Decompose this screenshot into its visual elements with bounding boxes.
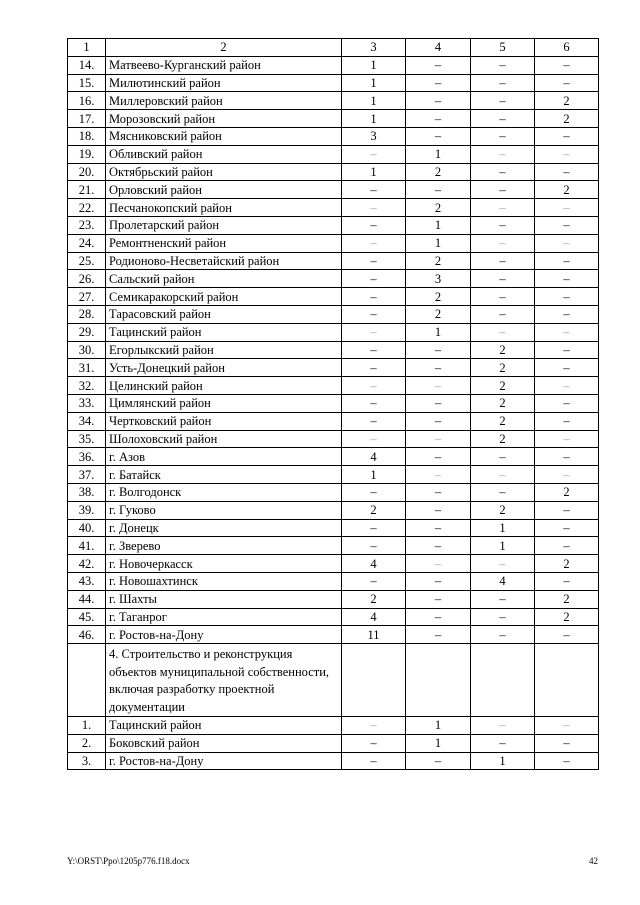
- row-value-c5: –: [471, 734, 535, 752]
- row-value-c4: –: [406, 626, 471, 644]
- header-cell-3: 3: [342, 39, 406, 57]
- row-name: Милютинский район: [106, 74, 342, 92]
- row-value-c6: –: [535, 323, 599, 341]
- row-value-c3: –: [342, 341, 406, 359]
- row-value-c5: –: [471, 323, 535, 341]
- table-row: [68, 216, 599, 234]
- row-value-c6: –: [535, 412, 599, 430]
- row-name: Октябрьский район: [106, 163, 342, 181]
- row-value-c6: –: [535, 216, 599, 234]
- row-value-c4: –: [406, 181, 471, 199]
- row-value-c4: –: [406, 412, 471, 430]
- row-name: Песчанокопский район: [106, 199, 342, 217]
- row-value-c3: 3: [342, 127, 406, 145]
- row-value-c3: –: [342, 377, 406, 395]
- row-value-c6: –: [535, 734, 599, 752]
- row-value-c3: 4: [342, 555, 406, 573]
- table-row: [68, 145, 599, 163]
- table-row: [68, 252, 599, 270]
- page-number: 42: [589, 856, 598, 866]
- header-cell-2: 2: [106, 39, 342, 57]
- row-value-c5: 2: [471, 501, 535, 519]
- row-value-c4: –: [406, 377, 471, 395]
- row-value-c4: –: [406, 110, 471, 128]
- row-value-c3: –: [342, 430, 406, 448]
- table-row: [68, 501, 599, 519]
- row-value-c3: 4: [342, 448, 406, 466]
- row-name: г. Ростов-на-Дону: [106, 752, 342, 770]
- footer-file-path: Y:\ORST\Ppo\1205p776.f18.docx: [67, 856, 190, 866]
- row-value-c6: –: [535, 626, 599, 644]
- header-cell-5: 5: [471, 39, 535, 57]
- row-value-c5: 2: [471, 377, 535, 395]
- row-number: 42.: [68, 555, 106, 573]
- row-value-c4: 2: [406, 252, 471, 270]
- row-value-c5: 2: [471, 430, 535, 448]
- table-row: [68, 590, 599, 608]
- row-value-c3: –: [342, 181, 406, 199]
- row-value-c5: –: [471, 234, 535, 252]
- row-number: 31.: [68, 359, 106, 377]
- row-value-c5: –: [471, 74, 535, 92]
- row-name: Орловский район: [106, 181, 342, 199]
- row-number: 18.: [68, 127, 106, 145]
- row-number: 36.: [68, 448, 106, 466]
- row-value-c4: –: [406, 359, 471, 377]
- row-value-c6: 2: [535, 181, 599, 199]
- row-value-c3: 2: [342, 590, 406, 608]
- row-name: г. Новочеркасск: [106, 555, 342, 573]
- row-value-c6: –: [535, 359, 599, 377]
- row-value-c5: –: [471, 288, 535, 306]
- row-value-c6: –: [535, 270, 599, 288]
- row-name: Семикаракорский район: [106, 288, 342, 306]
- empty-cell: [471, 644, 535, 717]
- row-value-c3: –: [342, 234, 406, 252]
- row-value-c4: –: [406, 127, 471, 145]
- empty-cell: [406, 644, 471, 717]
- row-number: 20.: [68, 163, 106, 181]
- row-value-c3: –: [342, 717, 406, 735]
- row-value-c6: –: [535, 752, 599, 770]
- row-value-c3: –: [342, 305, 406, 323]
- row-value-c4: –: [406, 519, 471, 537]
- row-name: Обливский район: [106, 145, 342, 163]
- table-row: [68, 394, 599, 412]
- row-value-c4: –: [406, 572, 471, 590]
- table-row: [68, 181, 599, 199]
- row-value-c6: 2: [535, 92, 599, 110]
- row-value-c4: 1: [406, 323, 471, 341]
- row-name: Матвеево-Курганский район: [106, 56, 342, 74]
- row-value-c6: –: [535, 127, 599, 145]
- row-value-c6: –: [535, 288, 599, 306]
- row-name: Пролетарский район: [106, 216, 342, 234]
- row-name: г. Волгодонск: [106, 483, 342, 501]
- row-name: Шолоховский район: [106, 430, 342, 448]
- row-value-c6: –: [535, 234, 599, 252]
- table-row: [68, 483, 599, 501]
- row-value-c3: –: [342, 199, 406, 217]
- row-value-c4: –: [406, 608, 471, 626]
- row-number: 29.: [68, 323, 106, 341]
- row-value-c4: –: [406, 752, 471, 770]
- row-value-c6: 2: [535, 483, 599, 501]
- row-value-c5: –: [471, 717, 535, 735]
- row-value-c5: 1: [471, 519, 535, 537]
- row-value-c3: 1: [342, 466, 406, 484]
- row-number: 27.: [68, 288, 106, 306]
- row-value-c6: –: [535, 341, 599, 359]
- row-name: Родионово-Несветайский район: [106, 252, 342, 270]
- row-name: Боковский район: [106, 734, 342, 752]
- row-value-c5: –: [471, 252, 535, 270]
- row-number: 46.: [68, 626, 106, 644]
- table-row: [68, 163, 599, 181]
- row-value-c4: 2: [406, 199, 471, 217]
- row-number: 14.: [68, 56, 106, 74]
- table-row: [68, 448, 599, 466]
- row-value-c6: –: [535, 377, 599, 395]
- row-number: 28.: [68, 305, 106, 323]
- row-value-c3: 1: [342, 56, 406, 74]
- row-value-c3: –: [342, 359, 406, 377]
- row-name: Тацинский район: [106, 717, 342, 735]
- header-row: [68, 39, 599, 57]
- row-value-c4: 2: [406, 288, 471, 306]
- row-value-c5: –: [471, 305, 535, 323]
- row-value-c6: –: [535, 519, 599, 537]
- row-value-c4: 1: [406, 145, 471, 163]
- row-number: 35.: [68, 430, 106, 448]
- row-value-c4: –: [406, 466, 471, 484]
- row-name: Миллеровский район: [106, 92, 342, 110]
- row-number: 22.: [68, 199, 106, 217]
- empty-cell: [342, 644, 406, 717]
- row-value-c4: 3: [406, 270, 471, 288]
- row-value-c6: 2: [535, 555, 599, 573]
- table-row: [68, 323, 599, 341]
- row-value-c3: –: [342, 483, 406, 501]
- table-row: [68, 305, 599, 323]
- table-row: [68, 92, 599, 110]
- row-value-c3: –: [342, 216, 406, 234]
- row-value-c5: –: [471, 270, 535, 288]
- row-value-c5: 2: [471, 359, 535, 377]
- row-value-c4: –: [406, 501, 471, 519]
- row-number: 30.: [68, 341, 106, 359]
- section-heading: 4. Строительство и реконструкция объектов муниципальной собственности, включая разработку проектной документации: [106, 644, 342, 717]
- table-row: [68, 572, 599, 590]
- row-value-c3: –: [342, 394, 406, 412]
- row-value-c6: –: [535, 394, 599, 412]
- row-name: Ремонтненский район: [106, 234, 342, 252]
- row-name: Цимлянский район: [106, 394, 342, 412]
- row-value-c4: –: [406, 56, 471, 74]
- row-value-c5: –: [471, 163, 535, 181]
- table-row: [68, 626, 599, 644]
- row-value-c5: –: [471, 56, 535, 74]
- row-value-c5: 4: [471, 572, 535, 590]
- row-value-c6: –: [535, 572, 599, 590]
- row-value-c6: –: [535, 163, 599, 181]
- row-value-c5: 2: [471, 341, 535, 359]
- row-name: г. Зверево: [106, 537, 342, 555]
- row-value-c3: –: [342, 734, 406, 752]
- table-row: [68, 466, 599, 484]
- row-name: г. Новошахтинск: [106, 572, 342, 590]
- row-name: Егорлыкский район: [106, 341, 342, 359]
- row-value-c6: –: [535, 145, 599, 163]
- table-row: [68, 734, 599, 752]
- row-value-c4: –: [406, 448, 471, 466]
- row-value-c3: 1: [342, 74, 406, 92]
- row-value-c5: –: [471, 555, 535, 573]
- row-value-c5: –: [471, 448, 535, 466]
- row-value-c6: –: [535, 430, 599, 448]
- row-value-c5: –: [471, 110, 535, 128]
- table-row: [68, 537, 599, 555]
- row-value-c5: 1: [471, 752, 535, 770]
- row-number: 39.: [68, 501, 106, 519]
- row-value-c6: –: [535, 466, 599, 484]
- row-number: 43.: [68, 572, 106, 590]
- row-number: 24.: [68, 234, 106, 252]
- row-value-c5: 2: [471, 394, 535, 412]
- data-table: [67, 38, 599, 770]
- row-name: Сальский район: [106, 270, 342, 288]
- row-value-c6: 2: [535, 608, 599, 626]
- row-name: Чертковский район: [106, 412, 342, 430]
- row-name: Тацинский район: [106, 323, 342, 341]
- row-value-c3: 1: [342, 163, 406, 181]
- row-value-c5: 2: [471, 412, 535, 430]
- row-number: 45.: [68, 608, 106, 626]
- table-row: [68, 412, 599, 430]
- row-value-c3: 1: [342, 110, 406, 128]
- row-number: 23.: [68, 216, 106, 234]
- row-value-c3: –: [342, 145, 406, 163]
- row-name: г. Шахты: [106, 590, 342, 608]
- row-value-c3: –: [342, 252, 406, 270]
- row-value-c6: –: [535, 199, 599, 217]
- row-number: 32.: [68, 377, 106, 395]
- row-name: Целинский район: [106, 377, 342, 395]
- row-value-c3: 1: [342, 92, 406, 110]
- row-name: г. Гуково: [106, 501, 342, 519]
- row-value-c4: 1: [406, 717, 471, 735]
- row-name: г. Таганрог: [106, 608, 342, 626]
- row-value-c3: 4: [342, 608, 406, 626]
- row-value-c3: –: [342, 412, 406, 430]
- row-value-c4: 1: [406, 216, 471, 234]
- section-heading-row: [68, 644, 599, 717]
- row-number: 17.: [68, 110, 106, 128]
- row-number: 21.: [68, 181, 106, 199]
- row-value-c4: 2: [406, 305, 471, 323]
- table-row: [68, 234, 599, 252]
- row-value-c3: –: [342, 752, 406, 770]
- table-row: [68, 127, 599, 145]
- row-value-c5: –: [471, 216, 535, 234]
- table-row: [68, 56, 599, 74]
- header-cell-4: 4: [406, 39, 471, 57]
- table-row: [68, 608, 599, 626]
- row-name: г. Азов: [106, 448, 342, 466]
- header-cell-6: 6: [535, 39, 599, 57]
- row-value-c4: –: [406, 537, 471, 555]
- table-row: [68, 74, 599, 92]
- row-value-c4: –: [406, 394, 471, 412]
- empty-cell: [535, 644, 599, 717]
- row-value-c5: –: [471, 626, 535, 644]
- row-value-c4: –: [406, 430, 471, 448]
- row-value-c5: 1: [471, 537, 535, 555]
- row-number: 1.: [68, 717, 106, 735]
- row-value-c5: –: [471, 483, 535, 501]
- row-value-c4: –: [406, 555, 471, 573]
- row-value-c6: –: [535, 717, 599, 735]
- row-number: 38.: [68, 483, 106, 501]
- row-number: 44.: [68, 590, 106, 608]
- row-value-c5: –: [471, 181, 535, 199]
- table-row: [68, 199, 599, 217]
- row-value-c5: –: [471, 199, 535, 217]
- row-value-c3: –: [342, 323, 406, 341]
- row-value-c6: –: [535, 501, 599, 519]
- row-number: 2.: [68, 734, 106, 752]
- row-value-c5: –: [471, 608, 535, 626]
- row-value-c4: 1: [406, 234, 471, 252]
- row-value-c5: –: [471, 92, 535, 110]
- row-number: 33.: [68, 394, 106, 412]
- row-name: Усть-Донецкий район: [106, 359, 342, 377]
- row-number: 3.: [68, 752, 106, 770]
- row-value-c3: –: [342, 270, 406, 288]
- row-value-c6: –: [535, 448, 599, 466]
- row-number: 16.: [68, 92, 106, 110]
- row-value-c3: –: [342, 288, 406, 306]
- table-row: [68, 555, 599, 573]
- row-number: 25.: [68, 252, 106, 270]
- row-name: г. Батайск: [106, 466, 342, 484]
- row-value-c6: 2: [535, 110, 599, 128]
- table-row: [68, 288, 599, 306]
- row-value-c5: –: [471, 145, 535, 163]
- row-number: 40.: [68, 519, 106, 537]
- row-name: Мясниковский район: [106, 127, 342, 145]
- row-value-c3: –: [342, 519, 406, 537]
- table-row: [68, 717, 599, 735]
- row-value-c4: 2: [406, 163, 471, 181]
- row-value-c3: –: [342, 537, 406, 555]
- row-number: 37.: [68, 466, 106, 484]
- table-row: [68, 341, 599, 359]
- row-number: 34.: [68, 412, 106, 430]
- row-name: Морозовский район: [106, 110, 342, 128]
- row-value-c3: 11: [342, 626, 406, 644]
- row-value-c6: –: [535, 74, 599, 92]
- row-value-c6: –: [535, 252, 599, 270]
- row-value-c6: –: [535, 305, 599, 323]
- row-value-c3: –: [342, 572, 406, 590]
- row-value-c3: 2: [342, 501, 406, 519]
- row-value-c4: –: [406, 341, 471, 359]
- row-value-c4: –: [406, 92, 471, 110]
- table-row: [68, 270, 599, 288]
- row-value-c5: –: [471, 127, 535, 145]
- row-number: 15.: [68, 74, 106, 92]
- row-value-c5: –: [471, 590, 535, 608]
- row-value-c5: –: [471, 466, 535, 484]
- row-value-c4: –: [406, 483, 471, 501]
- table-row: [68, 377, 599, 395]
- row-number: 26.: [68, 270, 106, 288]
- row-name: Тарасовский район: [106, 305, 342, 323]
- row-value-c4: –: [406, 590, 471, 608]
- row-number: 41.: [68, 537, 106, 555]
- table-row: [68, 110, 599, 128]
- table-row: [68, 430, 599, 448]
- empty-cell: [68, 644, 106, 717]
- row-value-c6: –: [535, 56, 599, 74]
- row-name: г. Ростов-на-Дону: [106, 626, 342, 644]
- row-name: г. Донецк: [106, 519, 342, 537]
- row-value-c6: 2: [535, 590, 599, 608]
- header-cell-1: 1: [68, 39, 106, 57]
- table-row: [68, 359, 599, 377]
- row-value-c4: –: [406, 74, 471, 92]
- row-value-c6: –: [535, 537, 599, 555]
- table-row: [68, 519, 599, 537]
- table-row: [68, 752, 599, 770]
- row-value-c4: 1: [406, 734, 471, 752]
- row-number: 19.: [68, 145, 106, 163]
